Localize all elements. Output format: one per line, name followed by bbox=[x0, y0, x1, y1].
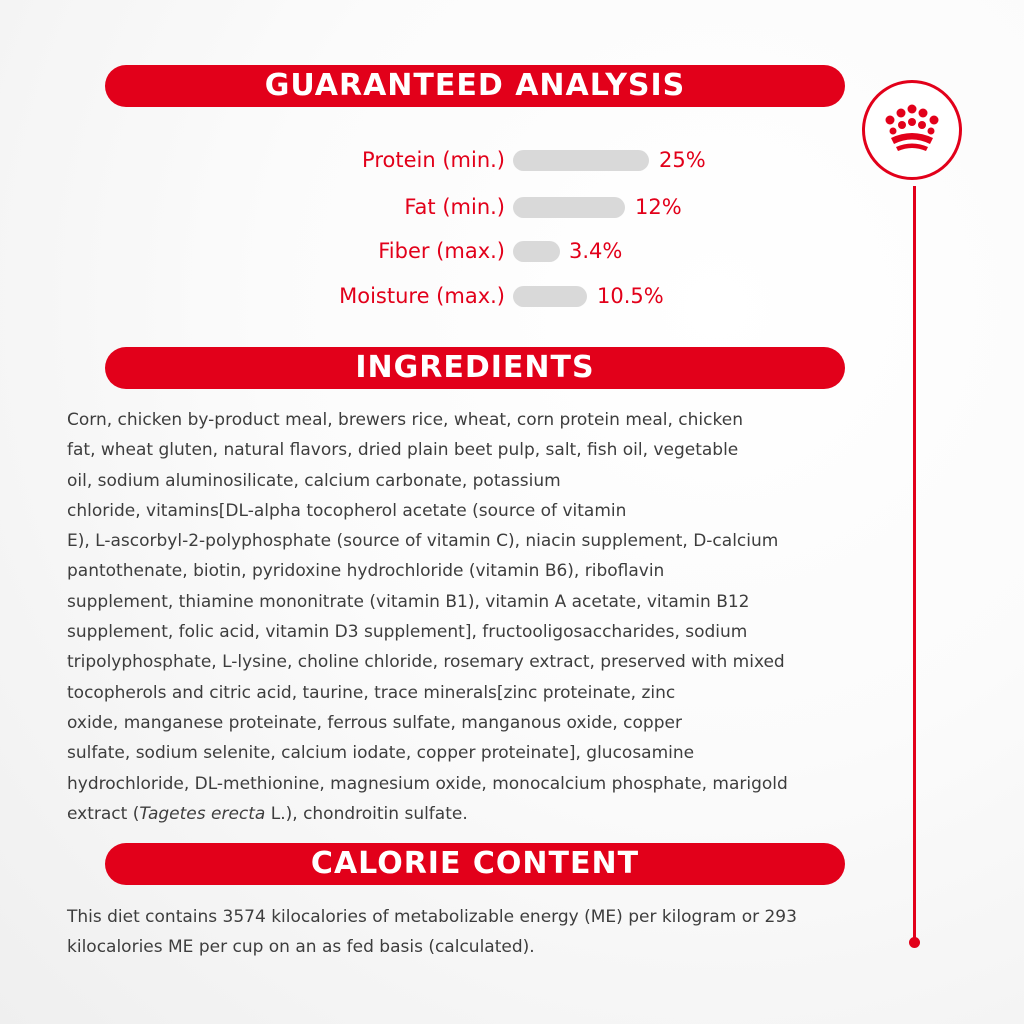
nutrient-row-fat bbox=[0, 190, 1024, 224]
ingredients-line: supplement, folic acid, vitamin D3 supplement], fructooligosaccharides, sodium bbox=[67, 622, 748, 643]
crown-icon bbox=[879, 101, 945, 161]
nutrient-bar bbox=[513, 241, 560, 262]
ingredients-line: oxide, manganese proteinate, ferrous sulfate, manganous oxide, copper bbox=[67, 712, 682, 733]
ingredients-last-prefix: extract ( bbox=[67, 803, 140, 824]
ingredients-last-suffix: L.), chondroitin sulfate. bbox=[265, 803, 468, 824]
nutrient-label: Fat (min.) bbox=[404, 195, 505, 219]
ingredients-line: tocopherols and citric acid, taurine, trace minerals[zinc proteinate, zinc bbox=[67, 682, 676, 703]
ingredients-line: tripolyphosphate, L-lysine, choline chloride, rosemary extract, preserved with mixed bbox=[67, 652, 785, 673]
nutrient-label: Fiber (max.) bbox=[378, 239, 505, 263]
ingredients-line: hydrochloride, DL-methionine, magnesium oxide, monocalcium phosphate, marigold bbox=[67, 773, 788, 794]
ingredients-line: sulfate, sodium selenite, calcium iodate, copper proteinate], glucosamine bbox=[67, 743, 695, 764]
ingredients-latin-name: Tagetes erecta bbox=[139, 803, 266, 824]
nutrient-row-moisture bbox=[0, 279, 1024, 313]
nutrient-value: 3.4% bbox=[569, 239, 623, 263]
decorative-side-line bbox=[913, 186, 916, 940]
ingredients-line: oil, sodium aluminosilicate, calcium carbonate, potassium bbox=[67, 470, 561, 491]
ingredients-line: fat, wheat gluten, natural flavors, dried plain beet pulp, salt, fish oil, vegetable bbox=[67, 440, 739, 461]
nutrient-row-fiber bbox=[0, 234, 1024, 268]
calorie-text bbox=[67, 902, 867, 963]
ingredients-text bbox=[67, 405, 867, 829]
nutrient-bar bbox=[513, 286, 587, 307]
nutrient-value: 25% bbox=[659, 148, 706, 172]
ingredients-line: pantothenate, biotin, pyridoxine hydrochloride (vitamin B6), riboflavin bbox=[67, 561, 665, 582]
guaranteed-analysis-title: GUARANTEED ANALYSIS bbox=[264, 68, 686, 103]
nutrient-label: Protein (min.) bbox=[362, 148, 505, 172]
ingredients-line: supplement, thiamine mononitrate (vitamin B1), vitamin A acetate, vitamin B12 bbox=[67, 591, 750, 612]
ingredients-title: INGREDIENTS bbox=[355, 350, 595, 385]
nutrient-bar bbox=[513, 197, 625, 218]
nutrient-value: 10.5% bbox=[597, 284, 664, 308]
nutrient-label: Moisture (max.) bbox=[339, 284, 505, 308]
ingredients-banner bbox=[105, 347, 845, 389]
calorie-line: This diet contains 3574 kilocalories of metabolizable energy (ME) per kilogram or 293 bbox=[67, 907, 797, 927]
ingredients-line: E), L-ascorbyl-2-polyphosphate (source of vitamin C), niacin supplement, D-calcium bbox=[67, 531, 779, 552]
calorie-line: kilocalories ME per cup on an as fed basis (calculated). bbox=[67, 937, 535, 958]
calorie-content-banner bbox=[105, 843, 845, 885]
ingredients-line: Corn, chicken by-product meal, brewers rice, wheat, corn protein meal, chicken bbox=[67, 410, 743, 430]
brand-logo-circle bbox=[862, 80, 962, 180]
ingredients-line: chloride, vitamins[DL-alpha tocopherol acetate (source of vitamin bbox=[67, 500, 627, 521]
guaranteed-analysis-banner bbox=[105, 65, 845, 107]
nutrient-value: 12% bbox=[635, 195, 682, 219]
decorative-line-end-dot bbox=[909, 937, 920, 948]
nutrient-bar bbox=[513, 150, 649, 171]
ingredients-last-line bbox=[67, 799, 867, 829]
calorie-content-title: CALORIE CONTENT bbox=[310, 846, 640, 881]
